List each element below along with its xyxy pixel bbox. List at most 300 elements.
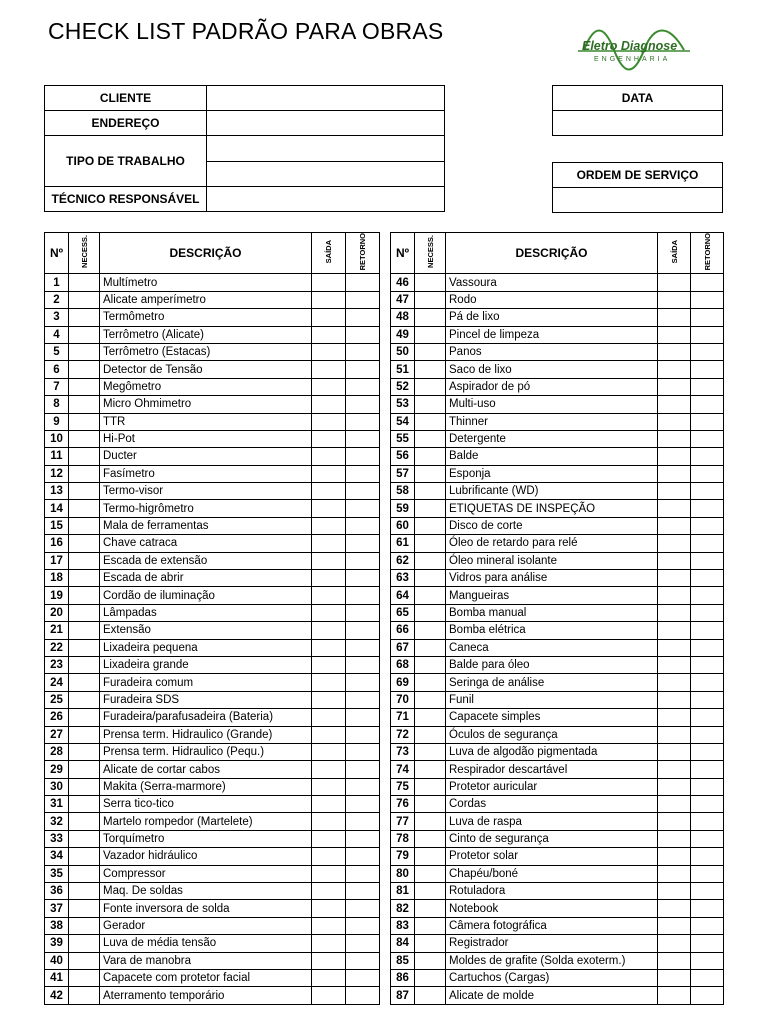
tipo-field-2[interactable] <box>207 161 445 187</box>
retorno-checkbox[interactable] <box>346 639 380 656</box>
saida-checkbox[interactable] <box>658 639 691 656</box>
saida-checkbox[interactable] <box>658 517 691 534</box>
retorno-checkbox[interactable] <box>691 883 724 900</box>
saida-checkbox[interactable] <box>658 917 691 934</box>
necess-checkbox[interactable] <box>69 291 100 308</box>
saida-checkbox[interactable] <box>312 326 346 343</box>
necess-checkbox[interactable] <box>69 517 100 534</box>
saida-checkbox[interactable] <box>312 865 346 882</box>
retorno-checkbox[interactable] <box>346 848 380 865</box>
endereco-field[interactable] <box>207 111 445 136</box>
retorno-checkbox[interactable] <box>691 448 724 465</box>
necess-checkbox[interactable] <box>69 709 100 726</box>
saida-checkbox[interactable] <box>658 656 691 673</box>
item-description: Alicate de molde <box>446 987 658 1004</box>
saida-checkbox[interactable] <box>658 761 691 778</box>
necess-checkbox[interactable] <box>415 848 446 865</box>
retorno-checkbox[interactable] <box>346 343 380 360</box>
necess-checkbox[interactable] <box>69 935 100 952</box>
saida-checkbox[interactable] <box>658 587 691 604</box>
retorno-checkbox[interactable] <box>691 848 724 865</box>
retorno-checkbox[interactable] <box>346 900 380 917</box>
tecnico-field[interactable] <box>207 187 445 212</box>
necess-checkbox[interactable] <box>415 570 446 587</box>
item-description: Cordas <box>446 796 658 813</box>
necess-checkbox[interactable] <box>415 343 446 360</box>
item-description: Moldes de grafite (Solda exoterm.) <box>446 952 658 969</box>
saida-checkbox[interactable] <box>658 483 691 500</box>
saida-checkbox[interactable] <box>658 622 691 639</box>
saida-checkbox[interactable] <box>312 952 346 969</box>
retorno-checkbox[interactable] <box>691 622 724 639</box>
necess-checkbox[interactable] <box>415 726 446 743</box>
retorno-checkbox[interactable] <box>346 552 380 569</box>
necess-checkbox[interactable] <box>69 570 100 587</box>
necess-checkbox[interactable] <box>415 656 446 673</box>
necess-checkbox[interactable] <box>69 430 100 447</box>
retorno-checkbox[interactable] <box>346 709 380 726</box>
necess-checkbox[interactable] <box>415 900 446 917</box>
item-description: Bomba elétrica <box>446 622 658 639</box>
retorno-checkbox[interactable] <box>346 465 380 482</box>
necess-checkbox[interactable] <box>415 552 446 569</box>
saida-checkbox[interactable] <box>658 361 691 378</box>
necess-checkbox[interactable] <box>69 848 100 865</box>
item-description: Balde <box>446 448 658 465</box>
saida-checkbox[interactable] <box>658 291 691 308</box>
table-row <box>45 291 380 308</box>
saida-checkbox[interactable] <box>658 709 691 726</box>
logo-sub: ENGENHARIA <box>594 56 671 63</box>
necess-checkbox[interactable] <box>415 587 446 604</box>
retorno-checkbox[interactable] <box>346 517 380 534</box>
necess-checkbox[interactable] <box>69 343 100 360</box>
retorno-checkbox[interactable] <box>346 570 380 587</box>
cliente-label: CLIENTE <box>45 86 207 111</box>
retorno-checkbox[interactable] <box>691 483 724 500</box>
saida-checkbox[interactable] <box>312 830 346 847</box>
saida-checkbox[interactable] <box>658 378 691 395</box>
retorno-checkbox[interactable] <box>346 865 380 882</box>
saida-checkbox[interactable] <box>312 709 346 726</box>
retorno-checkbox[interactable] <box>346 778 380 795</box>
necess-checkbox[interactable] <box>69 691 100 708</box>
item-number: 58 <box>391 483 415 500</box>
retorno-checkbox[interactable] <box>346 987 380 1004</box>
item-number: 68 <box>391 656 415 673</box>
necess-checkbox[interactable] <box>415 865 446 882</box>
saida-checkbox[interactable] <box>312 987 346 1004</box>
saida-checkbox[interactable] <box>312 796 346 813</box>
retorno-checkbox[interactable] <box>691 726 724 743</box>
necess-checkbox[interactable] <box>415 796 446 813</box>
retorno-checkbox[interactable] <box>691 917 724 934</box>
necess-checkbox[interactable] <box>69 326 100 343</box>
retorno-checkbox[interactable] <box>346 813 380 830</box>
retorno-checkbox[interactable] <box>346 883 380 900</box>
col-saida-label: SAÍDA <box>324 240 333 264</box>
retorno-checkbox[interactable] <box>691 343 724 360</box>
item-description: Terrômetro (Estacas) <box>100 343 312 360</box>
table-row <box>391 413 724 430</box>
item-description: Mangueiras <box>446 587 658 604</box>
necess-checkbox[interactable] <box>69 396 100 413</box>
retorno-checkbox[interactable] <box>691 413 724 430</box>
saida-checkbox[interactable] <box>658 500 691 517</box>
saida-checkbox[interactable] <box>312 430 346 447</box>
saida-checkbox[interactable] <box>658 570 691 587</box>
necess-checkbox[interactable] <box>69 552 100 569</box>
necess-checkbox[interactable] <box>415 830 446 847</box>
retorno-checkbox[interactable] <box>691 778 724 795</box>
retorno-checkbox[interactable] <box>346 970 380 987</box>
saida-checkbox[interactable] <box>312 378 346 395</box>
retorno-checkbox[interactable] <box>691 309 724 326</box>
necess-checkbox[interactable] <box>69 761 100 778</box>
retorno-checkbox[interactable] <box>346 656 380 673</box>
table-row <box>45 709 380 726</box>
necess-checkbox[interactable] <box>415 448 446 465</box>
saida-checkbox[interactable] <box>312 883 346 900</box>
retorno-checkbox[interactable] <box>346 796 380 813</box>
necess-checkbox[interactable] <box>415 430 446 447</box>
item-description: Torquímetro <box>100 830 312 847</box>
saida-checkbox[interactable] <box>312 413 346 430</box>
necess-checkbox[interactable] <box>69 604 100 621</box>
necess-checkbox[interactable] <box>69 639 100 656</box>
retorno-checkbox[interactable] <box>346 396 380 413</box>
retorno-checkbox[interactable] <box>346 761 380 778</box>
necess-checkbox[interactable] <box>69 274 100 291</box>
retorno-checkbox[interactable] <box>346 622 380 639</box>
item-number: 79 <box>391 848 415 865</box>
necess-checkbox[interactable] <box>415 378 446 395</box>
saida-checkbox[interactable] <box>312 848 346 865</box>
item-number: 10 <box>45 430 69 447</box>
retorno-checkbox[interactable] <box>691 639 724 656</box>
retorno-checkbox[interactable] <box>691 535 724 552</box>
retorno-checkbox[interactable] <box>691 326 724 343</box>
tecnico-label: TÉCNICO RESPONSÁVEL <box>45 187 207 212</box>
saida-checkbox[interactable] <box>658 691 691 708</box>
retorno-checkbox[interactable] <box>691 291 724 308</box>
retorno-checkbox[interactable] <box>691 830 724 847</box>
saida-checkbox[interactable] <box>312 935 346 952</box>
item-description: Registrador <box>446 935 658 952</box>
necess-checkbox[interactable] <box>69 361 100 378</box>
retorno-checkbox[interactable] <box>691 500 724 517</box>
necess-checkbox[interactable] <box>415 604 446 621</box>
saida-checkbox[interactable] <box>658 900 691 917</box>
saida-checkbox[interactable] <box>658 935 691 952</box>
saida-checkbox[interactable] <box>658 796 691 813</box>
retorno-checkbox[interactable] <box>691 396 724 413</box>
retorno-checkbox[interactable] <box>346 674 380 691</box>
retorno-checkbox[interactable] <box>691 656 724 673</box>
retorno-checkbox[interactable] <box>691 587 724 604</box>
retorno-checkbox[interactable] <box>691 900 724 917</box>
necess-checkbox[interactable] <box>69 883 100 900</box>
necess-checkbox[interactable] <box>69 743 100 760</box>
necess-checkbox[interactable] <box>69 796 100 813</box>
retorno-checkbox[interactable] <box>691 796 724 813</box>
necess-checkbox[interactable] <box>415 761 446 778</box>
saida-checkbox[interactable] <box>312 691 346 708</box>
necess-checkbox[interactable] <box>415 622 446 639</box>
item-number: 31 <box>45 796 69 813</box>
retorno-checkbox[interactable] <box>346 691 380 708</box>
ordem-box <box>552 162 723 213</box>
saida-checkbox[interactable] <box>658 674 691 691</box>
necess-checkbox[interactable] <box>69 483 100 500</box>
necess-checkbox[interactable] <box>415 917 446 934</box>
retorno-checkbox[interactable] <box>691 465 724 482</box>
cliente-field[interactable] <box>207 86 445 111</box>
saida-checkbox[interactable] <box>312 535 346 552</box>
saida-checkbox[interactable] <box>312 483 346 500</box>
necess-checkbox[interactable] <box>69 952 100 969</box>
necess-checkbox[interactable] <box>69 448 100 465</box>
retorno-checkbox[interactable] <box>346 361 380 378</box>
necess-checkbox[interactable] <box>415 935 446 952</box>
table-row <box>391 535 724 552</box>
retorno-checkbox[interactable] <box>346 743 380 760</box>
saida-checkbox[interactable] <box>312 656 346 673</box>
retorno-checkbox[interactable] <box>691 691 724 708</box>
item-description: Óleo mineral isolante <box>446 552 658 569</box>
retorno-checkbox[interactable] <box>691 952 724 969</box>
retorno-checkbox[interactable] <box>346 326 380 343</box>
item-description: Cinto de segurança <box>446 830 658 847</box>
saida-checkbox[interactable] <box>312 274 346 291</box>
necess-checkbox[interactable] <box>415 326 446 343</box>
item-number: 57 <box>391 465 415 482</box>
retorno-checkbox[interactable] <box>691 935 724 952</box>
saida-checkbox[interactable] <box>658 343 691 360</box>
saida-checkbox[interactable] <box>312 343 346 360</box>
saida-checkbox[interactable] <box>312 361 346 378</box>
saida-checkbox[interactable] <box>658 865 691 882</box>
saida-checkbox[interactable] <box>658 970 691 987</box>
item-number: 70 <box>391 691 415 708</box>
item-number: 1 <box>45 274 69 291</box>
necess-checkbox[interactable] <box>69 656 100 673</box>
saida-checkbox[interactable] <box>312 587 346 604</box>
saida-checkbox[interactable] <box>312 813 346 830</box>
retorno-checkbox[interactable] <box>346 535 380 552</box>
saida-checkbox[interactable] <box>312 622 346 639</box>
retorno-checkbox[interactable] <box>346 726 380 743</box>
saida-checkbox[interactable] <box>658 326 691 343</box>
necess-checkbox[interactable] <box>415 291 446 308</box>
saida-checkbox[interactable] <box>658 396 691 413</box>
saida-checkbox[interactable] <box>658 813 691 830</box>
saida-checkbox[interactable] <box>312 761 346 778</box>
saida-checkbox[interactable] <box>312 743 346 760</box>
retorno-checkbox[interactable] <box>346 291 380 308</box>
necess-checkbox[interactable] <box>415 970 446 987</box>
necess-checkbox[interactable] <box>415 274 446 291</box>
necess-checkbox[interactable] <box>415 674 446 691</box>
necess-checkbox[interactable] <box>69 309 100 326</box>
col-necess-label: NECESS. <box>79 235 89 269</box>
retorno-checkbox[interactable] <box>691 813 724 830</box>
saida-checkbox[interactable] <box>658 848 691 865</box>
retorno-checkbox[interactable] <box>346 587 380 604</box>
saida-checkbox[interactable] <box>312 309 346 326</box>
retorno-checkbox[interactable] <box>691 674 724 691</box>
necess-checkbox[interactable] <box>69 587 100 604</box>
necess-checkbox[interactable] <box>69 622 100 639</box>
data-field[interactable] <box>553 111 723 136</box>
tipo-field-1[interactable] <box>207 136 445 162</box>
necess-checkbox[interactable] <box>415 813 446 830</box>
necess-checkbox[interactable] <box>69 726 100 743</box>
necess-checkbox[interactable] <box>415 987 446 1004</box>
table-row <box>391 778 724 795</box>
col-retorno-label: RETORNO <box>702 233 712 271</box>
retorno-checkbox[interactable] <box>346 274 380 291</box>
retorno-checkbox[interactable] <box>346 378 380 395</box>
saida-checkbox[interactable] <box>658 883 691 900</box>
retorno-checkbox[interactable] <box>346 500 380 517</box>
saida-checkbox[interactable] <box>658 309 691 326</box>
saida-checkbox[interactable] <box>312 917 346 934</box>
saida-checkbox[interactable] <box>658 552 691 569</box>
retorno-checkbox[interactable] <box>691 865 724 882</box>
saida-checkbox[interactable] <box>312 552 346 569</box>
retorno-checkbox[interactable] <box>346 483 380 500</box>
retorno-checkbox[interactable] <box>346 830 380 847</box>
necess-checkbox[interactable] <box>69 917 100 934</box>
saida-checkbox[interactable] <box>312 500 346 517</box>
table-row <box>391 970 724 987</box>
necess-checkbox[interactable] <box>69 830 100 847</box>
saida-checkbox[interactable] <box>658 413 691 430</box>
retorno-checkbox[interactable] <box>346 448 380 465</box>
retorno-checkbox[interactable] <box>691 430 724 447</box>
retorno-checkbox[interactable] <box>346 917 380 934</box>
necess-checkbox[interactable] <box>415 883 446 900</box>
saida-checkbox[interactable] <box>658 604 691 621</box>
saida-checkbox[interactable] <box>658 778 691 795</box>
saida-checkbox[interactable] <box>312 465 346 482</box>
necess-checkbox[interactable] <box>415 413 446 430</box>
retorno-checkbox[interactable] <box>691 378 724 395</box>
saida-checkbox[interactable] <box>658 743 691 760</box>
necess-checkbox[interactable] <box>415 709 446 726</box>
necess-checkbox[interactable] <box>415 309 446 326</box>
table-row <box>391 587 724 604</box>
table-row <box>45 430 380 447</box>
necess-checkbox[interactable] <box>415 743 446 760</box>
item-number: 11 <box>45 448 69 465</box>
necess-checkbox[interactable] <box>415 691 446 708</box>
retorno-checkbox[interactable] <box>346 413 380 430</box>
saida-checkbox[interactable] <box>658 830 691 847</box>
necess-checkbox[interactable] <box>415 396 446 413</box>
retorno-checkbox[interactable] <box>346 952 380 969</box>
saida-checkbox[interactable] <box>312 291 346 308</box>
saida-checkbox[interactable] <box>312 396 346 413</box>
retorno-checkbox[interactable] <box>691 604 724 621</box>
item-description: Vassoura <box>446 274 658 291</box>
retorno-checkbox[interactable] <box>346 309 380 326</box>
retorno-checkbox[interactable] <box>346 604 380 621</box>
retorno-checkbox[interactable] <box>691 361 724 378</box>
necess-checkbox[interactable] <box>415 517 446 534</box>
saida-checkbox[interactable] <box>658 430 691 447</box>
necess-checkbox[interactable] <box>69 378 100 395</box>
saida-checkbox[interactable] <box>312 604 346 621</box>
saida-checkbox[interactable] <box>658 726 691 743</box>
necess-checkbox[interactable] <box>69 778 100 795</box>
retorno-checkbox[interactable] <box>691 570 724 587</box>
saida-checkbox[interactable] <box>312 970 346 987</box>
item-description: Lixadeira pequena <box>100 639 312 656</box>
saida-checkbox[interactable] <box>312 726 346 743</box>
necess-checkbox[interactable] <box>415 500 446 517</box>
table-row <box>391 848 724 865</box>
saida-checkbox[interactable] <box>658 274 691 291</box>
saida-checkbox[interactable] <box>312 900 346 917</box>
necess-checkbox[interactable] <box>69 970 100 987</box>
saida-checkbox[interactable] <box>658 535 691 552</box>
saida-checkbox[interactable] <box>658 952 691 969</box>
necess-checkbox[interactable] <box>415 952 446 969</box>
necess-checkbox[interactable] <box>415 778 446 795</box>
necess-checkbox[interactable] <box>69 987 100 1004</box>
necess-checkbox[interactable] <box>69 674 100 691</box>
saida-checkbox[interactable] <box>312 778 346 795</box>
ordem-field[interactable] <box>553 188 723 213</box>
saida-checkbox[interactable] <box>658 448 691 465</box>
retorno-checkbox[interactable] <box>346 935 380 952</box>
saida-checkbox[interactable] <box>312 674 346 691</box>
necess-checkbox[interactable] <box>69 465 100 482</box>
item-description: Respirador descartável <box>446 761 658 778</box>
retorno-checkbox[interactable] <box>691 987 724 1004</box>
retorno-checkbox[interactable] <box>691 709 724 726</box>
saida-checkbox[interactable] <box>312 639 346 656</box>
retorno-checkbox[interactable] <box>691 274 724 291</box>
necess-checkbox[interactable] <box>415 361 446 378</box>
saida-checkbox[interactable] <box>658 465 691 482</box>
retorno-checkbox[interactable] <box>691 743 724 760</box>
necess-checkbox[interactable] <box>415 483 446 500</box>
necess-checkbox[interactable] <box>69 500 100 517</box>
retorno-checkbox[interactable] <box>691 970 724 987</box>
retorno-checkbox[interactable] <box>691 552 724 569</box>
item-number: 85 <box>391 952 415 969</box>
saida-checkbox[interactable] <box>312 570 346 587</box>
retorno-checkbox[interactable] <box>691 761 724 778</box>
retorno-checkbox[interactable] <box>691 517 724 534</box>
item-description: Bomba manual <box>446 604 658 621</box>
necess-checkbox[interactable] <box>415 639 446 656</box>
saida-checkbox[interactable] <box>658 987 691 1004</box>
necess-checkbox[interactable] <box>415 535 446 552</box>
necess-checkbox[interactable] <box>69 900 100 917</box>
retorno-checkbox[interactable] <box>346 430 380 447</box>
necess-checkbox[interactable] <box>69 535 100 552</box>
saida-checkbox[interactable] <box>312 448 346 465</box>
necess-checkbox[interactable] <box>69 865 100 882</box>
necess-checkbox[interactable] <box>415 465 446 482</box>
necess-checkbox[interactable] <box>69 813 100 830</box>
necess-checkbox[interactable] <box>69 413 100 430</box>
saida-checkbox[interactable] <box>312 517 346 534</box>
